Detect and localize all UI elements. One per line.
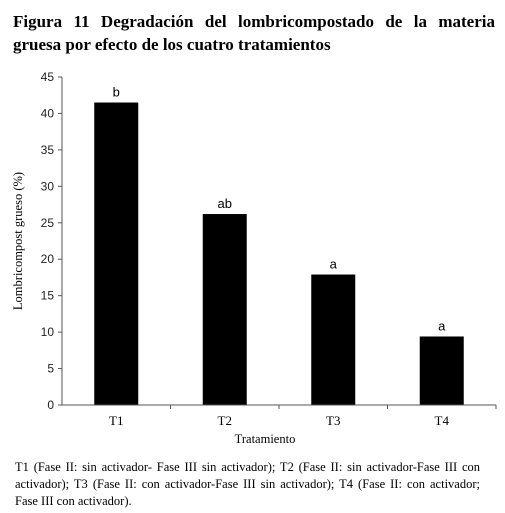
- x-tick-label: T1: [109, 413, 124, 428]
- y-tick-label: 45: [40, 70, 54, 84]
- figure-title: Figura 11 Degradación del lombricompostado de la materia gruesa por efecto de los cuatro tratamientos: [13, 12, 495, 54]
- bar-chart: [0, 60, 505, 455]
- bar-t2: [203, 214, 247, 405]
- bar-label-t3: a: [329, 256, 337, 272]
- bar-significance-labels: [113, 85, 447, 334]
- bars: [94, 103, 464, 405]
- y-tick-label: 40: [40, 106, 54, 121]
- y-tick-label: 5: [47, 361, 54, 376]
- y-tick-label: 35: [40, 142, 54, 157]
- bar-t4: [420, 336, 464, 405]
- y-tick-label: 15: [40, 288, 54, 303]
- x-tick-label: T4: [434, 413, 449, 428]
- y-tick-label: 10: [40, 325, 54, 340]
- x-tick-label: T3: [326, 413, 341, 428]
- x-tick-label: T2: [217, 413, 232, 428]
- bar-label-t2: ab: [217, 196, 232, 212]
- y-axis-ticks: [41, 70, 62, 412]
- y-tick-label: 20: [40, 252, 54, 267]
- y-axis-title: Lombricompost grueso (%): [11, 171, 25, 311]
- bar-label-t1: b: [112, 84, 120, 100]
- x-axis-ticks: [109, 405, 496, 428]
- x-axis-title: Tratamiento: [234, 432, 296, 446]
- y-tick-label: 30: [40, 179, 54, 194]
- figure-caption: T1 (Fase II: sin activador- Fase III sin activador); T2 (Fase II: sin activador-Fase III con activador); T3 (Fase II: con activador-Fase III sin activador); T4 (Fase II: con activador; Fase III con activador).: [15, 460, 480, 508]
- y-tick-label: 25: [40, 215, 54, 230]
- y-tick-label: 0: [47, 398, 54, 412]
- bar-t3: [311, 275, 355, 405]
- bar-t1: [94, 103, 138, 405]
- bar-label-t4: a: [438, 318, 446, 334]
